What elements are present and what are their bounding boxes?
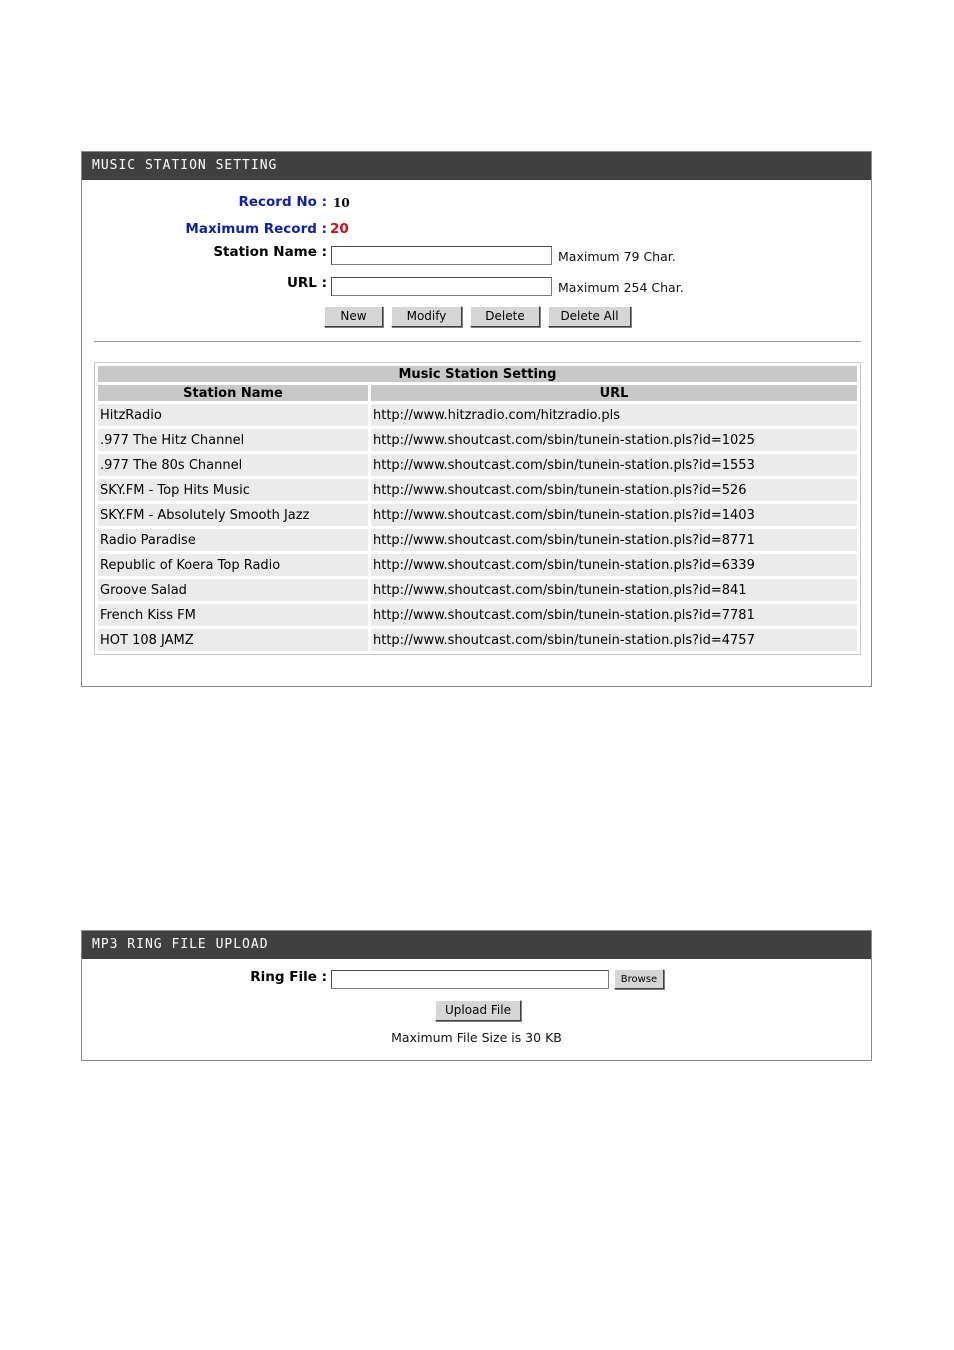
max-record-label-text: Maximum Record : xyxy=(185,221,327,237)
station-name-cell: Republic of Koera Top Radio xyxy=(98,554,368,576)
new-button[interactable]: New xyxy=(324,306,383,327)
record-no-value: 10 xyxy=(333,196,350,210)
column-header-station-name: Station Name xyxy=(98,385,368,401)
table-row[interactable] xyxy=(98,629,857,651)
station-name-hint: Maximum 79 Char. xyxy=(558,249,676,264)
table-row[interactable] xyxy=(98,529,857,551)
station-name-label: Station Name : xyxy=(213,244,327,260)
ring-file-input[interactable] xyxy=(331,970,609,989)
url-cell: http://www.shoutcast.com/sbin/tunein-station.pls?id=8771 xyxy=(371,529,857,551)
url-label: URL : xyxy=(286,275,327,291)
url-cell: http://www.shoutcast.com/sbin/tunein-station.pls?id=1403 xyxy=(371,504,857,526)
modify-button[interactable]: Modify xyxy=(391,306,462,327)
station-name-input[interactable] xyxy=(331,246,552,265)
ring-file-label: Ring File : xyxy=(250,969,327,985)
section-divider xyxy=(94,341,861,342)
max-file-size-note: Maximum File Size is 30 KB xyxy=(391,1030,562,1045)
url-input[interactable] xyxy=(331,277,552,296)
table-title: Music Station Setting xyxy=(98,366,857,382)
music-station-header: MUSIC STATION SETTING xyxy=(82,152,871,180)
url-cell: http://www.hitzradio.com/hitzradio.pls xyxy=(371,404,857,426)
mp3-upload-header: MP3 RING FILE UPLOAD xyxy=(82,931,871,959)
url-cell: http://www.shoutcast.com/sbin/tunein-station.pls?id=841 xyxy=(371,579,857,601)
table-header-row xyxy=(98,385,857,401)
url-cell: http://www.shoutcast.com/sbin/tunein-station.pls?id=1025 xyxy=(371,429,857,451)
url-hint: Maximum 254 Char. xyxy=(558,280,684,295)
column-header-url: URL xyxy=(371,385,857,401)
table-row[interactable] xyxy=(98,554,857,576)
url-cell: http://www.shoutcast.com/sbin/tunein-station.pls?id=6339 xyxy=(371,554,857,576)
table-title-row xyxy=(98,366,857,382)
url-cell: http://www.shoutcast.com/sbin/tunein-station.pls?id=4757 xyxy=(371,629,857,651)
url-cell: http://www.shoutcast.com/sbin/tunein-station.pls?id=7781 xyxy=(371,604,857,626)
table-row[interactable] xyxy=(98,504,857,526)
max-record-label xyxy=(142,221,327,237)
mp3-upload-panel xyxy=(81,930,872,1061)
station-name-cell: .977 The 80s Channel xyxy=(98,454,368,476)
station-name-cell: SKY.FM - Top Hits Music xyxy=(98,479,368,501)
station-name-cell: HOT 108 JAMZ xyxy=(98,629,368,651)
table-row[interactable] xyxy=(98,604,857,626)
station-name-cell: French Kiss FM xyxy=(98,604,368,626)
url-cell: http://www.shoutcast.com/sbin/tunein-station.pls?id=526 xyxy=(371,479,857,501)
station-name-cell: HitzRadio xyxy=(98,404,368,426)
delete-button[interactable]: Delete xyxy=(470,306,540,327)
browse-button[interactable]: Browse xyxy=(614,969,664,989)
record-no-label: Record No : xyxy=(238,194,327,210)
station-name-cell: Groove Salad xyxy=(98,579,368,601)
station-name-cell: .977 The Hitz Channel xyxy=(98,429,368,451)
station-name-cell: Radio Paradise xyxy=(98,529,368,551)
music-station-panel xyxy=(81,151,872,687)
url-cell: http://www.shoutcast.com/sbin/tunein-station.pls?id=1553 xyxy=(371,454,857,476)
table-row[interactable] xyxy=(98,454,857,476)
upload-file-button[interactable]: Upload File xyxy=(435,1000,521,1021)
station-name-cell: SKY.FM - Absolutely Smooth Jazz xyxy=(98,504,368,526)
table-row[interactable] xyxy=(98,479,857,501)
table-row[interactable] xyxy=(98,429,857,451)
table-row[interactable] xyxy=(98,404,857,426)
max-record-value: 20 xyxy=(330,221,349,237)
delete-all-button[interactable]: Delete All xyxy=(548,306,631,327)
station-table xyxy=(94,362,861,655)
table-row[interactable] xyxy=(98,579,857,601)
